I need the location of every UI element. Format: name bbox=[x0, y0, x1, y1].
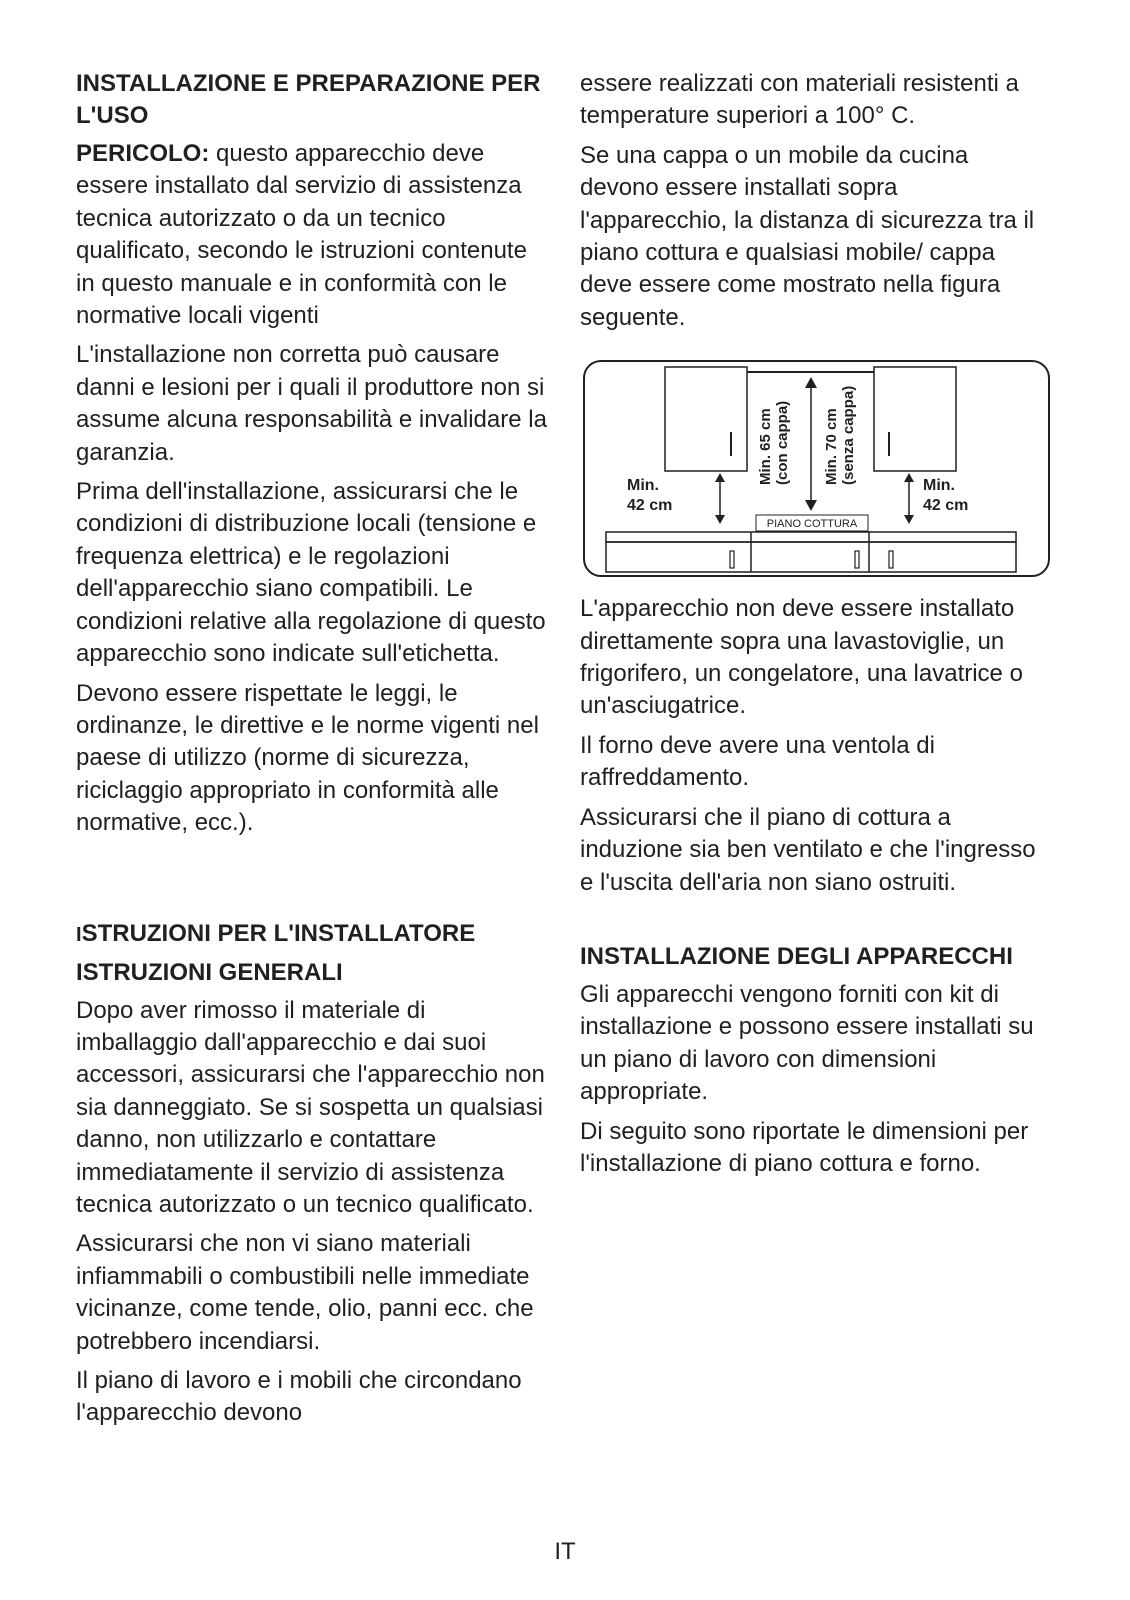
paragraph-flammables: Assicurarsi che non vi siano materiali infiammabili o combustibili nelle immediate vicinanze, come tende, olio, panni ecc. che potrebbero incendiarsi. bbox=[76, 1230, 534, 1355]
hob-label: PIANO COTTURA bbox=[766, 518, 858, 531]
section-heading-installer bbox=[76, 918, 548, 951]
section-installer bbox=[76, 918, 548, 1430]
base-cabinets bbox=[606, 542, 1016, 572]
base-handle-3 bbox=[889, 551, 893, 568]
center-arrow-head-down bbox=[805, 500, 817, 511]
heading-rest: STRUZIONI PER L'INSTALLATORE bbox=[81, 919, 476, 947]
right-min-value: 42 cm bbox=[923, 497, 969, 515]
left-wall-cabinet bbox=[665, 367, 747, 471]
paragraph-unpacking: Dopo aver rimosso il materiale di imballaggio dall'apparecchio e dai suoi accessori, assicurarsi che l'apparecchio non sia danneggiato. Se si sospetta un qualsiasi danno, non utilizzarlo e contattare immediatamente il servizio di assistenza tecnica autorizzato o un tecnico qualificato. bbox=[76, 996, 545, 1218]
warning-paragraph bbox=[76, 138, 548, 332]
left-min-value: 42 cm bbox=[627, 497, 673, 515]
warning-label: PERICOLO: bbox=[76, 140, 210, 167]
paragraph-local-conditions: Prima dell'installazione, assicurarsi che le condizioni di distribuzione locali (tensione e frequenza elettrica) e le regolazioni dell'apparecchio siano compatibili. Le condizioni relative alla regolazione di questo apparecchio sono indicate sull'etichetta. bbox=[76, 478, 546, 668]
left-arrow-head-down bbox=[715, 515, 725, 524]
heading-first-letter: I bbox=[76, 923, 82, 946]
section-appliance-installation bbox=[580, 941, 1050, 1180]
right-wall-cabinet bbox=[874, 367, 956, 471]
subheading-general: ISTRUZIONI GENERALI bbox=[76, 958, 343, 986]
hood-distance-line2: (con cappa) bbox=[774, 401, 791, 486]
left-min-label: Min. bbox=[627, 477, 659, 495]
paragraph-incorrect-installation: L'installazione non corretta può causare danni e lesioni per i quali il produttore non si assume alcuna responsabilità e invalidare la garanzia. bbox=[76, 341, 547, 466]
warning-text: questo apparecchio deve essere installato dal servizio di assistenza tecnica autorizzato o da un tecnico qualificato, secondo le istruzioni contenute in questo manuale e in conformità con le normative locali vigenti bbox=[76, 140, 527, 330]
no-hood-distance-line1: Min. 70 cm bbox=[823, 408, 840, 486]
no-hood-distance-line2: (senza cappa) bbox=[840, 386, 857, 486]
left-arrow-head-up bbox=[715, 473, 725, 482]
paragraph-worktop: Il piano di lavoro e i mobili che circondano l'apparecchio devono bbox=[76, 1367, 522, 1427]
hood-distance-line1: Min. 65 cm bbox=[757, 408, 774, 486]
worktop bbox=[606, 532, 1016, 542]
clearance-diagram bbox=[583, 360, 1050, 577]
paragraph-materials: essere realizzati con materiali resistenti a temperature superiori a 100° C. bbox=[580, 70, 1019, 130]
paragraph-oven-fan: Il forno deve avere una ventola di raffreddamento. bbox=[580, 731, 935, 792]
right-column bbox=[580, 68, 1050, 1180]
clearance-diagram-drawing bbox=[583, 360, 1050, 577]
paragraph-laws: Devono essere rispettate le leggi, le ordinanze, le direttive e le norme vigenti nel paese di utilizzo (norme di sicurezza, riciclaggio appropriato in conformità alle normative, ecc.). bbox=[76, 679, 539, 837]
base-handle-2 bbox=[855, 551, 859, 568]
right-arrow-head-up bbox=[904, 473, 914, 482]
page-language-label: IT bbox=[554, 1538, 576, 1565]
paragraph-dimensions: Di seguito sono riportate le dimensioni per l'installazione di piano cottura e forno. bbox=[580, 1117, 1029, 1177]
right-arrow-head-down bbox=[904, 515, 914, 524]
base-handle-1 bbox=[730, 551, 734, 568]
paragraph-kit: Gli apparecchi vengono forniti con kit di installazione e possono essere installati su un piano di lavoro con dimensioni appropriate. bbox=[580, 980, 1034, 1106]
paragraph-safety-distance: Se una cappa o un mobile da cucina devono essere installati sopra l'apparecchio, la distanza di sicurezza tra il piano cottura e qualsiasi mobile/ cappa deve essere come mostrato nella figura seguente. bbox=[580, 141, 1035, 331]
section-heading-installation: INSTALLAZIONE E PREPARAZIONE PER L'USO bbox=[76, 70, 541, 129]
paragraph-not-above-appliances: L'apparecchio non deve essere installato direttamente sopra una lavastoviglie, un frigorifero, un congelatore, una lavatrice o un'asciugatrice. bbox=[580, 595, 1023, 720]
left-column bbox=[76, 68, 548, 1430]
paragraph-ventilation: Assicurarsi che il piano di cottura a induzione sia ben ventilato e che l'ingresso e l'uscita dell'aria non siano ostruiti. bbox=[580, 803, 1036, 896]
center-arrow-head-up bbox=[805, 377, 817, 388]
right-min-label: Min. bbox=[923, 477, 955, 495]
section-heading-appliances: INSTALLAZIONE DEGLI APPARECCHI bbox=[580, 942, 1013, 970]
